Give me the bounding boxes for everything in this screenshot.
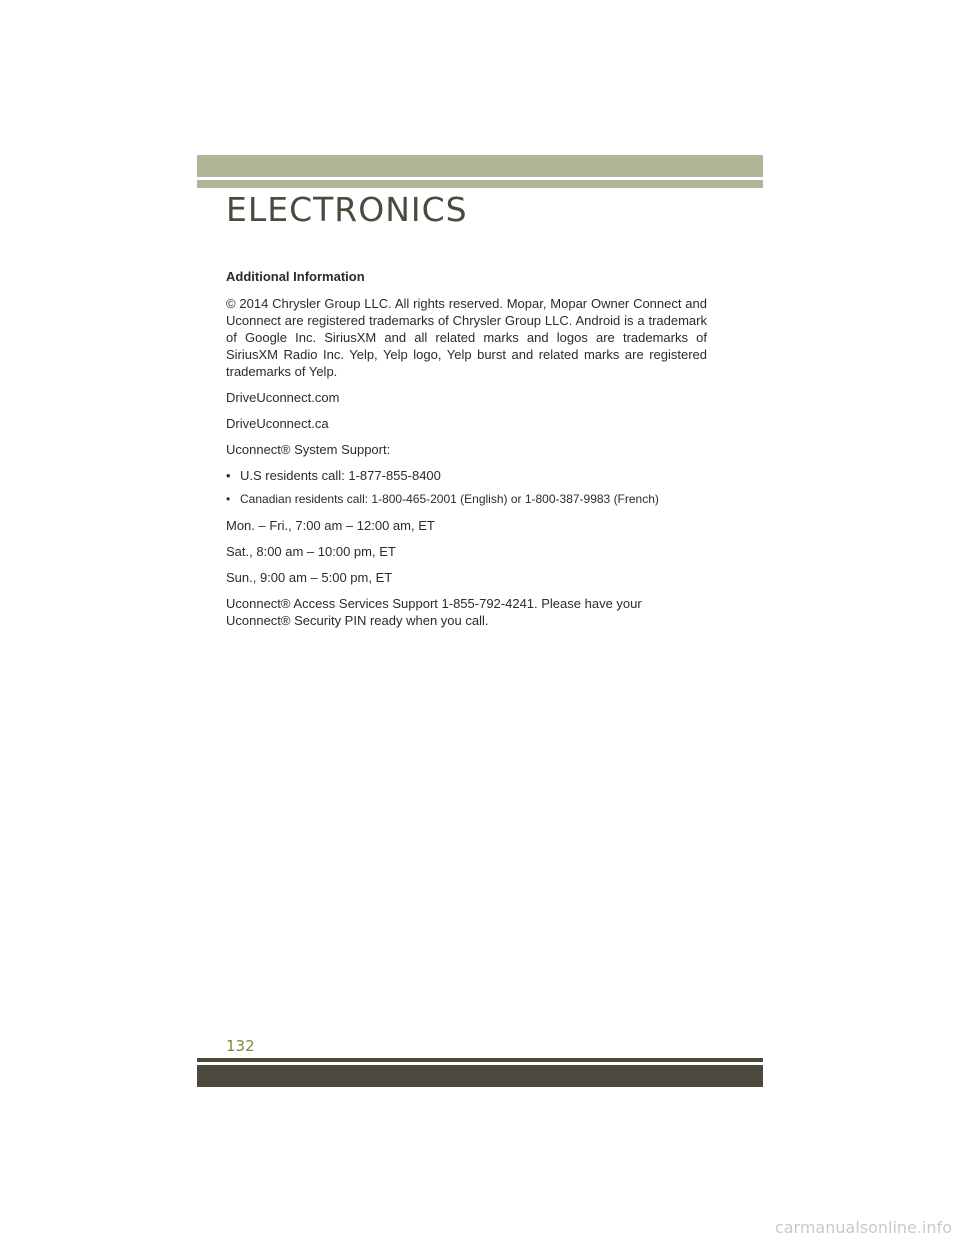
support-line-canada: Canadian residents call: 1-800-465-2001 (English) or 1-800-387-9983 (French) [240, 492, 659, 506]
header-rule [197, 180, 763, 188]
content-heading: Additional Information [226, 269, 365, 284]
list-item [226, 467, 707, 484]
copyright-paragraph: © 2014 Chrysler Group LLC. All rights reserved. Mopar, Mopar Owner Connect and Uconnect are registered trademarks of Chrysler Group LLC. Android is a trademark of Google Inc. SiriusXM and all related marks and logos are trademarks of SiriusXM Radio Inc. Yelp, Yelp logo, Yelp burst and related marks are registered trademarks of Yelp. [226, 296, 707, 379]
access-support-paragraph: Uconnect® Access Services Support 1-855-792-4241. Please have your Uconnect® Security PIN ready when you call. [226, 596, 642, 628]
footer-rule [197, 1058, 763, 1062]
hours-saturday: Sat., 8:00 am – 10:00 pm, ET [226, 544, 396, 559]
page-content [226, 268, 707, 638]
list-item [226, 491, 707, 508]
support-line-us: U.S residents call: 1-877-855-8400 [240, 468, 441, 483]
website-us: DriveUconnect.com [226, 390, 340, 405]
section-title: ELECTRONICS [226, 190, 468, 229]
website-ca: DriveUconnect.ca [226, 416, 329, 431]
footer-band [197, 1065, 763, 1087]
page-number: 132 [226, 1037, 255, 1055]
support-label: Uconnect® System Support: [226, 442, 391, 457]
bullet: • [226, 468, 231, 483]
support-list [226, 467, 707, 508]
watermark: carmanualsonline.info [774, 1218, 952, 1237]
bullet: • [226, 492, 231, 506]
hours-weekday: Mon. – Fri., 7:00 am – 12:00 am, ET [226, 518, 435, 533]
header-band [197, 155, 763, 177]
hours-sunday: Sun., 9:00 am – 5:00 pm, ET [226, 570, 393, 585]
